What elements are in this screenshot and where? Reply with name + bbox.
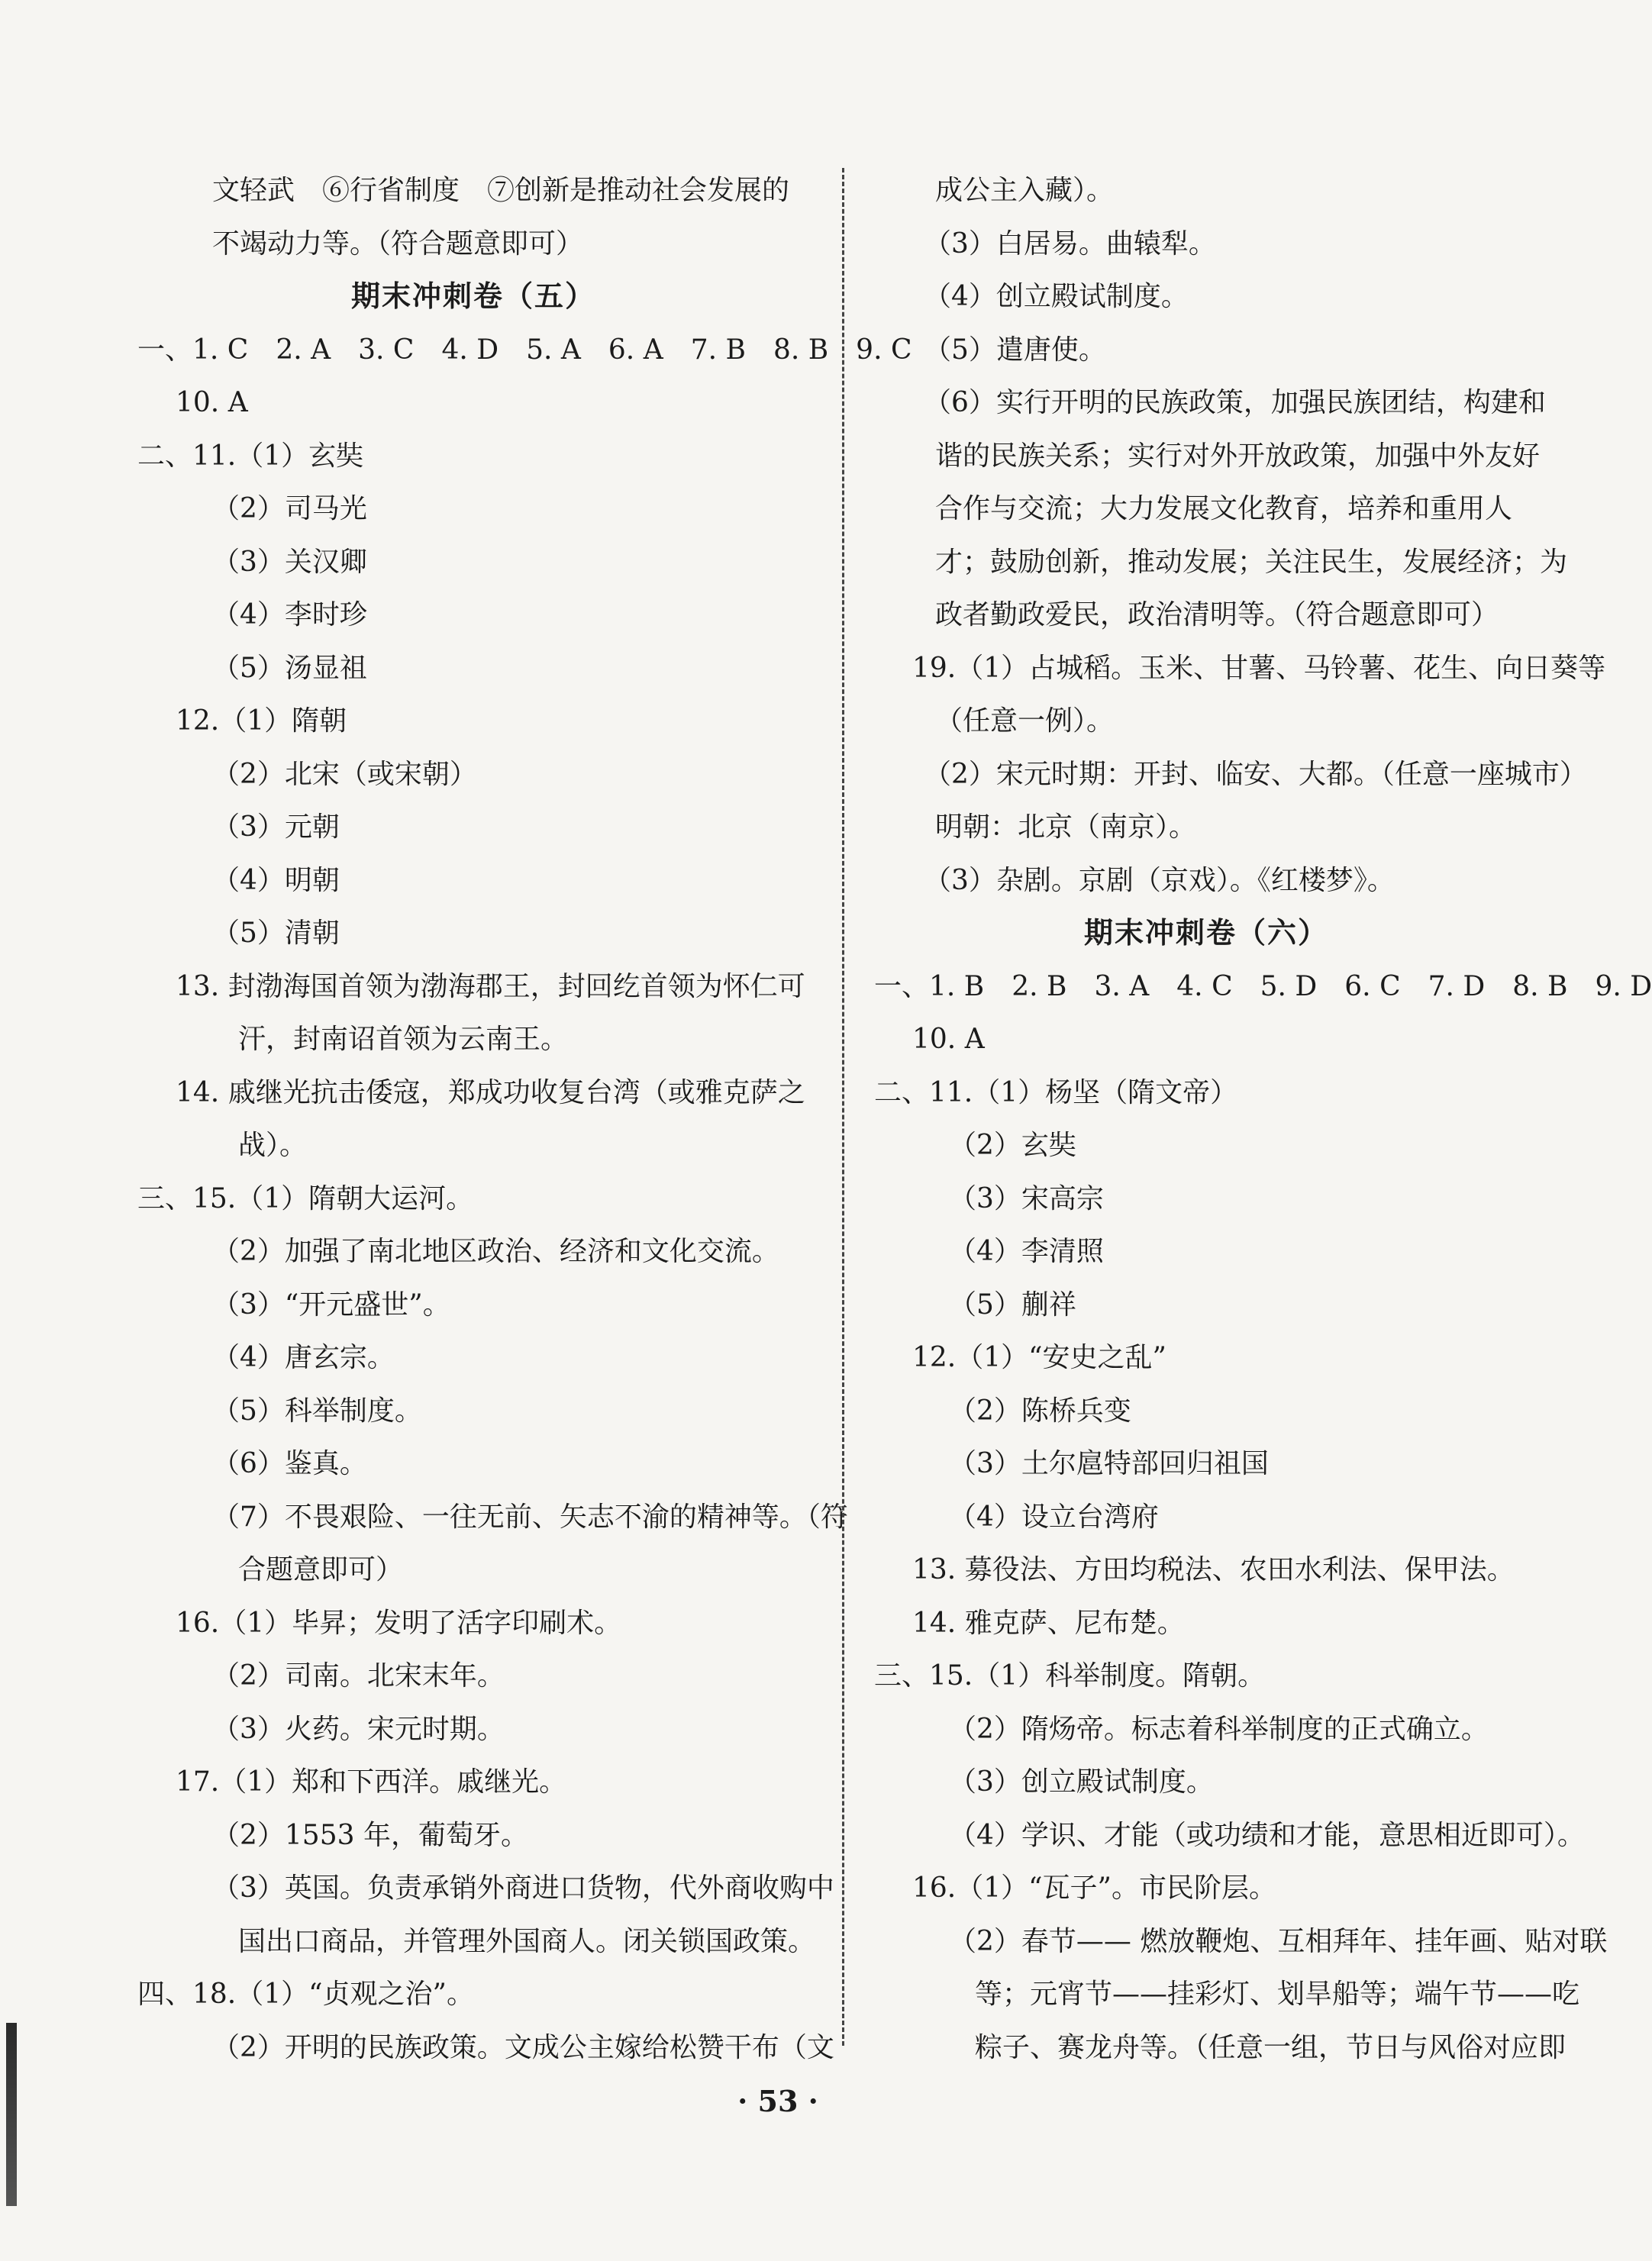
answer-line: （6）实行开明的民族政策，加强民族团结，构建和: [924, 387, 1546, 418]
answer-line: （2）春节—— 燃放鞭炮、互相拜年、挂年画、贴对联: [949, 1925, 1608, 1957]
answer-line: （5）汤显祖: [212, 652, 367, 684]
answer-line: 才；鼓励创新，推动发展；关注民生，发展经济；为: [935, 546, 1568, 578]
left-column: [137, 164, 912, 2074]
answer-line: （3）元朝: [212, 811, 340, 843]
answer-line: （任意一例）。: [935, 705, 1115, 737]
answer-line: （5）遣唐使。: [924, 334, 1106, 366]
answer-line: （2）司马光: [212, 493, 367, 524]
answer-line: 二、11.（1）杨坚（隋文帝）: [874, 1076, 1238, 1108]
page-number: · 53 ·: [737, 2084, 818, 2118]
answer-line: 17.（1）郑和下西洋。戚继光。: [176, 1766, 567, 1798]
answer-line: （3）白居易。曲辕犁。: [924, 227, 1216, 260]
answer-line: 国出口商品，并管理外国商人。闭关锁国政策。: [238, 1925, 816, 1957]
answer-line: 14. 雅克萨、尼布楚。: [912, 1607, 1185, 1639]
answer-line: 12.（1）“安史之乱”: [912, 1342, 1166, 1373]
answer-line: 明朝：北京（南京）。: [935, 811, 1197, 843]
column-divider: [842, 168, 844, 2046]
answer-line: （5）清朝: [212, 918, 340, 949]
answer-line: （2）司南。北宋末年。: [212, 1660, 505, 1692]
answer-line: （5）科举制度。: [212, 1395, 422, 1427]
answer-line: （6）鉴真。: [212, 1448, 367, 1479]
answer-line: 13. 募役法、方田均税法、农田水利法、保甲法。: [912, 1554, 1515, 1585]
answer-line: （3）火药。宋元时期。: [212, 1713, 505, 1745]
answer-line: （3）宋高宗: [949, 1182, 1104, 1214]
answer-line: （4）李时珍: [212, 599, 367, 631]
answer-line: （4）李清照: [949, 1236, 1104, 1267]
answer-line: （2）加强了南北地区政治、经济和文化交流。: [212, 1236, 779, 1267]
answer-line: （4）学识、才能（或功绩和才能，意思相近即可）。: [949, 1819, 1585, 1851]
answer-line: （2）1553 年，葡萄牙。: [212, 1819, 528, 1851]
answer-line: （5）蒯祥: [949, 1289, 1076, 1321]
answer-line: 12.（1）隋朝: [176, 705, 347, 737]
answer-line: 粽子、赛龙舟等。（任意一组，节日与风俗对应即: [975, 2031, 1566, 2063]
answer-line: （3）英国。负责承销外商进口货物，代外商收购中: [212, 1872, 834, 1904]
answer-line: 二、11.（1）玄奘: [137, 440, 364, 472]
answer-line: 13. 封渤海国首领为渤海郡王，封回纥首领为怀仁可: [176, 970, 805, 1002]
answer-line: 合题意即可）: [238, 1554, 404, 1585]
answer-line: （3）关汉卿: [212, 546, 367, 578]
answer-line: 三、15.（1）隋朝大运河。: [137, 1182, 474, 1214]
answer-line: （3）“开元盛世”。: [212, 1289, 450, 1321]
answer-line: 16.（1）“瓦子”。市民阶层。: [912, 1872, 1276, 1904]
section-heading: 期末冲刺卷（六）: [1083, 916, 1328, 950]
answer-line: 成公主入藏）。: [935, 175, 1115, 206]
answer-line: 等；元宵节——挂彩灯、划旱船等；端午节——吃: [975, 1979, 1580, 2010]
answer-line: 10. A: [912, 1024, 985, 1055]
right-column: [874, 164, 1652, 2074]
answer-line: 政者勤政爱民，政治清明等。（符合题意即可）: [935, 599, 1499, 631]
answer-line: （2）开明的民族政策。文成公主嫁给松赞干布（文: [212, 2031, 834, 2063]
answer-line: （2）陈桥兵变: [949, 1395, 1131, 1427]
answer-line: （4）明朝: [212, 864, 340, 896]
answer-line: 14. 戚继光抗击倭寇，郑成功收复台湾（或雅克萨之: [176, 1076, 805, 1108]
answer-line: （4）设立台湾府: [949, 1501, 1159, 1533]
answer-line: （2）隋炀帝。标志着科举制度的正式确立。: [949, 1713, 1489, 1745]
answer-line: 汗，封南诏首领为云南王。: [238, 1024, 569, 1055]
answer-line: 四、18.（1）“贞观之治”。: [137, 1979, 474, 2010]
answer-line: 三、15.（1）科举制度。隋朝。: [874, 1660, 1266, 1692]
answer-line: （2）北宋（或宋朝）: [212, 758, 477, 790]
answer-line: 19.（1）占城稻。玉米、甘薯、马铃薯、花生、向日葵等: [912, 652, 1606, 684]
answer-line: 不竭动力等。（符合题意即可）: [212, 227, 584, 260]
answer-line: （3）创立殿试制度。: [949, 1766, 1214, 1798]
scan-edge-mark: [6, 2023, 17, 2206]
answer-line: 合作与交流；大力发展文化教育，培养和重用人: [935, 493, 1513, 524]
answer-line: 谐的民族关系；实行对外开放政策，加强中外友好: [935, 440, 1541, 472]
answer-line: 文轻武 ⑥行省制度 ⑦创新是推动社会发展的: [212, 175, 790, 206]
section-heading: 期末冲刺卷（五）: [350, 279, 595, 313]
answer-line: 一、1. C 2. A 3. C 4. D 5. A 6. A 7. B 8. B 9. C: [137, 334, 912, 366]
answer-line: 一、1. B 2. B 3. A 4. C 5. D 6. C 7. D 8. B 9. D: [874, 970, 1652, 1002]
answer-line: （4）创立殿试制度。: [924, 281, 1189, 312]
answer-line: （2）玄奘: [949, 1130, 1076, 1161]
answer-line: （3）土尔扈特部回归祖国: [949, 1448, 1269, 1479]
answer-line: 战）。: [238, 1130, 308, 1161]
answer-line: 16.（1）毕昇；发明了活字印刷术。: [176, 1607, 622, 1639]
answer-line: （3）杂剧。京剧（京戏）。《红楼梦》。: [924, 864, 1395, 896]
answer-line: （2）宋元时期：开封、临安、大都。（任意一座城市）: [924, 758, 1587, 790]
answer-line: 10. A: [176, 387, 248, 418]
answer-line: （7）不畏艰险、一往无前、矢志不渝的精神等。（符: [212, 1501, 848, 1533]
answer-line: （4）唐玄宗。: [212, 1342, 395, 1373]
